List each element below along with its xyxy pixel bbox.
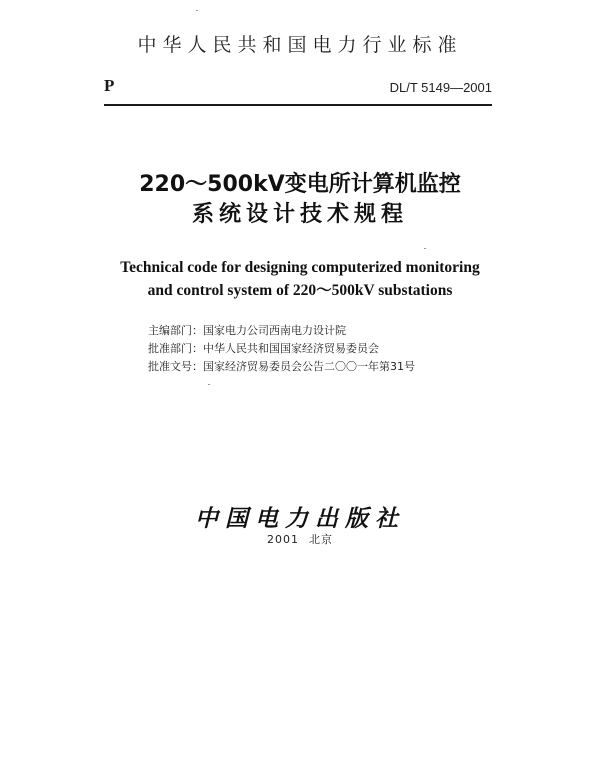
approval-doc-value: 国家经济贸易委员会公告二〇〇一年第31号	[203, 360, 415, 373]
chinese-title-line-2: 系统设计技术规程	[191, 202, 408, 227]
publication-city: 北京	[309, 533, 333, 546]
english-title-line-1: Technical code for designing computerized monitoring	[120, 259, 480, 276]
approver-label: 批准部门：	[148, 342, 203, 355]
publication-year: 2001	[267, 533, 299, 546]
classification-code: P	[104, 76, 115, 95]
industry-standard-heading: 中华人民共和国电力行业标准	[137, 34, 463, 56]
english-title	[0, 256, 600, 302]
editor-label: 主编部门：	[148, 324, 203, 337]
scan-speck	[196, 10, 198, 11]
editor-value: 国家电力公司西南电力设计院	[203, 324, 346, 337]
approval-doc-row	[148, 358, 415, 376]
scan-speck	[424, 248, 426, 249]
publication-place-date	[0, 531, 600, 547]
standard-number: DL/T 5149—2001	[389, 80, 492, 95]
approver-row	[148, 340, 415, 358]
editor-row	[148, 322, 415, 340]
approver-value: 中华人民共和国国家经济贸易委员会	[203, 342, 379, 355]
scan-speck	[208, 384, 210, 385]
header-divider	[104, 104, 492, 106]
approval-doc-label: 批准文号：	[148, 360, 203, 373]
english-title-line-2: and control system of 220～500kV substations	[147, 282, 453, 299]
approval-info	[148, 322, 415, 376]
chinese-title	[0, 170, 600, 230]
chinese-title-line-1: 220～500kV变电所计算机监控	[139, 172, 461, 197]
publisher-name: 中国电力出版社	[195, 505, 405, 532]
